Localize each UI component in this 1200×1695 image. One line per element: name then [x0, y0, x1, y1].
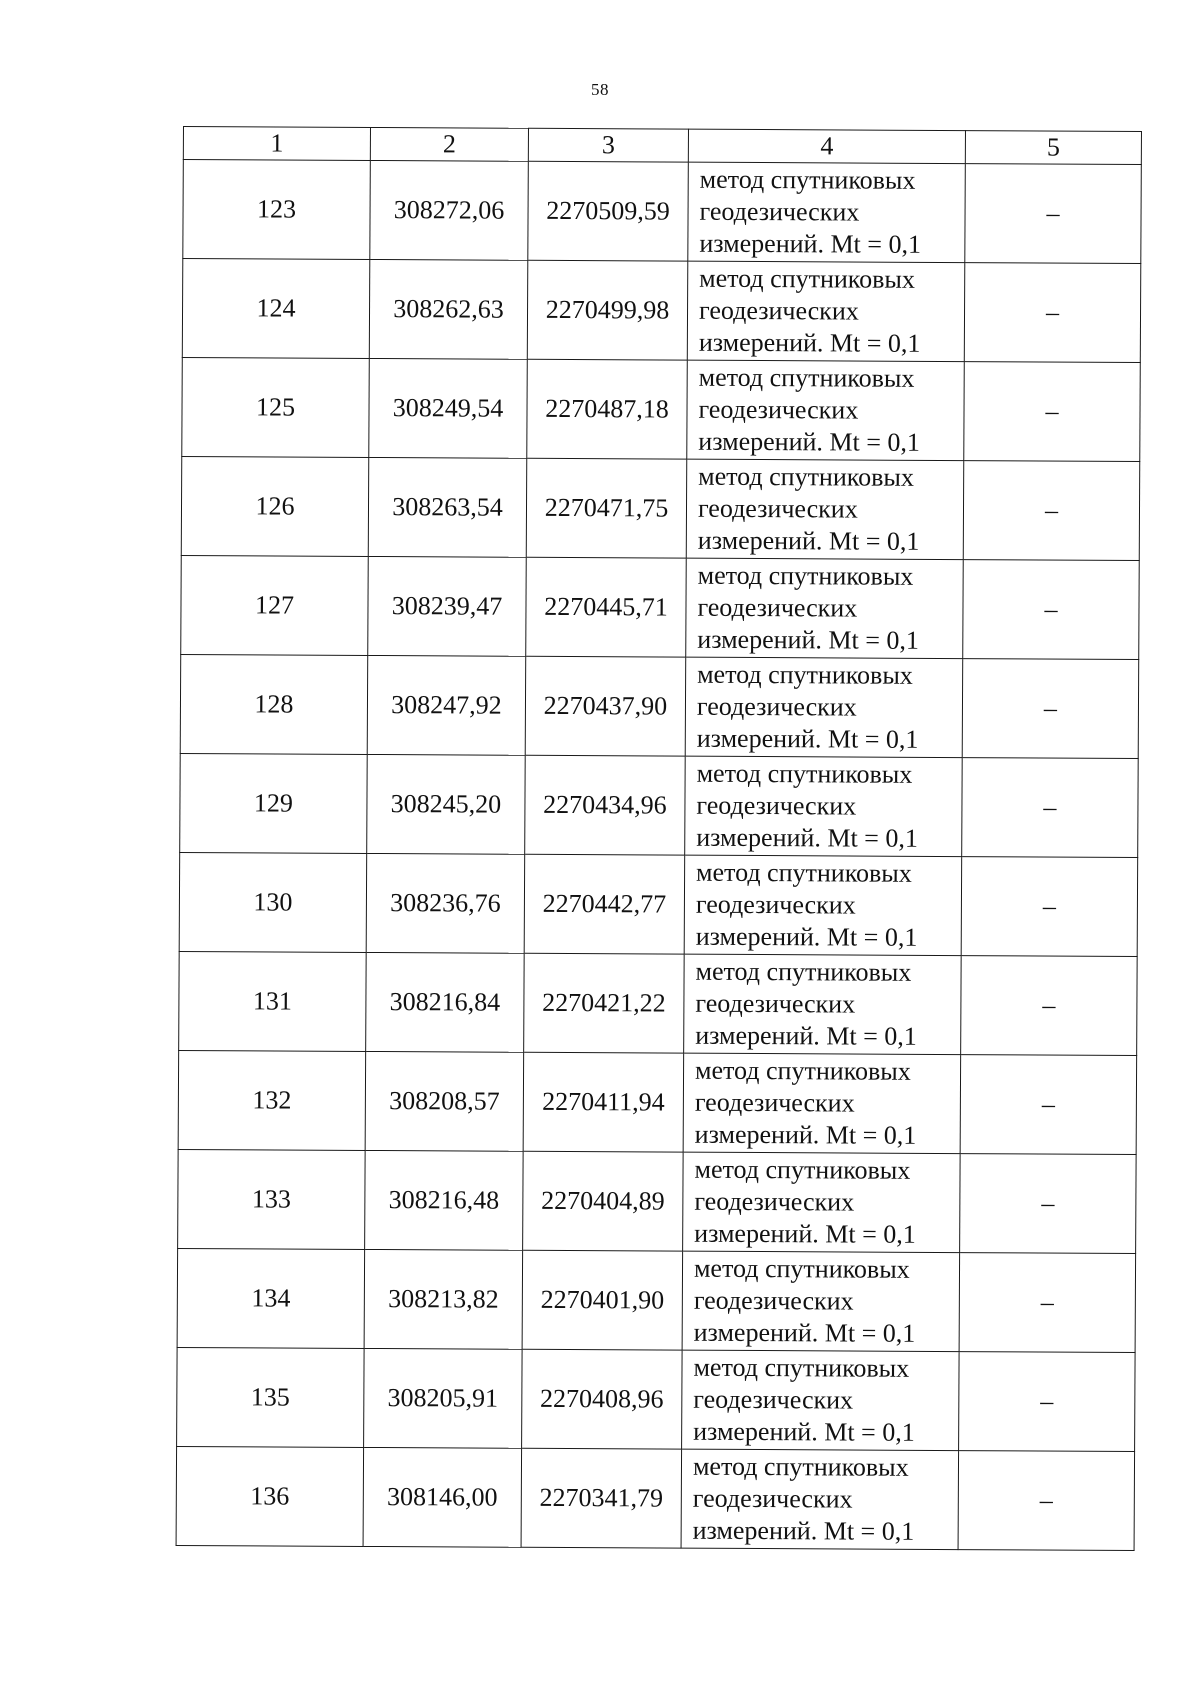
x-coordinate-cell: 308272,06	[370, 160, 529, 260]
y-coordinate-cell: 2270421,22	[524, 953, 685, 1053]
x-coordinate-cell: 308208,57	[365, 1051, 524, 1151]
method-line: метод спутниковых	[696, 758, 913, 789]
method-line: метод спутниковых	[693, 1352, 910, 1383]
method-line: геодезических	[692, 1483, 853, 1514]
method-cell	[685, 657, 963, 757]
method-line: метод спутниковых	[697, 659, 913, 690]
x-coordinate-cell: 308245,20	[367, 754, 526, 854]
y-coordinate-cell: 2270341,79	[521, 1448, 682, 1548]
method-cell	[683, 1053, 961, 1153]
table-row	[183, 160, 1142, 264]
method-line: геодезических	[696, 691, 857, 722]
method-line: метод спутниковых	[698, 362, 915, 393]
point-number-cell: 131	[179, 951, 367, 1051]
method-cell	[688, 162, 966, 262]
y-coordinate-cell: 2270445,71	[526, 557, 687, 657]
method-cell	[684, 855, 962, 955]
method-line: измерений. Mt = 0,1	[699, 228, 922, 259]
point-number-cell: 126	[181, 456, 369, 556]
method-line: измерений. Mt = 0,1	[693, 1317, 916, 1348]
page-number: 58	[591, 80, 609, 99]
y-coordinate-cell: 2270401,90	[522, 1250, 683, 1350]
method-line: геодезических	[693, 1384, 854, 1415]
x-coordinate-cell: 308216,84	[366, 952, 525, 1052]
point-number-cell: 132	[178, 1050, 366, 1150]
y-coordinate-cell: 2270509,59	[528, 161, 689, 261]
method-cell	[682, 1350, 960, 1450]
method-line: метод спутниковых	[694, 1154, 911, 1185]
x-coordinate-cell: 308263,54	[368, 457, 527, 557]
method-cell	[686, 558, 964, 658]
x-coordinate-cell: 308213,82	[364, 1249, 523, 1349]
method-cell	[687, 261, 965, 361]
point-number-cell: 127	[181, 555, 369, 655]
x-coordinate-cell: 308249,54	[369, 358, 528, 458]
x-coordinate-cell: 308216,48	[365, 1150, 524, 1250]
method-cell	[682, 1251, 960, 1351]
table-row	[178, 1149, 1137, 1253]
x-coordinate-cell: 308205,91	[364, 1348, 523, 1448]
point-number-cell: 134	[177, 1248, 365, 1348]
method-line: измерений. Mt = 0,1	[695, 1020, 917, 1051]
x-coordinate-cell: 308262,63	[369, 259, 528, 359]
table-row	[180, 654, 1139, 758]
point-number-cell: 135	[177, 1347, 365, 1447]
method-line: метод спутниковых	[698, 461, 914, 492]
header-col-5: 5	[965, 131, 1141, 165]
table-row	[182, 259, 1141, 363]
point-number-cell: 128	[180, 654, 368, 754]
table-row	[181, 456, 1140, 560]
method-line: метод спутниковых	[696, 857, 912, 888]
point-number-cell: 130	[179, 852, 367, 952]
header-col-4: 4	[688, 129, 965, 163]
header-col-3: 3	[528, 128, 688, 162]
note-cell: –	[959, 1352, 1136, 1452]
method-line: геодезических	[693, 1285, 854, 1316]
method-line: измерений. Mt = 0,1	[697, 624, 920, 655]
method-line: метод спутниковых	[699, 164, 916, 195]
method-cell	[687, 360, 965, 460]
x-coordinate-cell: 308239,47	[368, 556, 527, 656]
note-cell: –	[963, 461, 1140, 561]
y-coordinate-cell: 2270442,77	[524, 854, 685, 954]
table-row	[177, 1347, 1136, 1451]
point-number-cell: 125	[182, 357, 370, 457]
header-col-2: 2	[370, 127, 528, 161]
method-cell	[681, 1449, 959, 1549]
table-row	[180, 753, 1139, 857]
note-cell: –	[964, 362, 1141, 462]
y-coordinate-cell: 2270411,94	[523, 1052, 684, 1152]
method-line: геодезических	[694, 1087, 855, 1118]
method-line: измерений. Mt = 0,1	[692, 1515, 915, 1546]
table-row	[178, 1050, 1137, 1154]
method-line: метод спутниковых	[699, 263, 915, 294]
note-cell: –	[958, 1451, 1135, 1551]
method-line: измерений. Mt = 0,1	[696, 822, 918, 853]
method-line: измерений. Mt = 0,1	[693, 1416, 915, 1447]
note-cell: –	[965, 164, 1142, 264]
method-line: метод спутниковых	[694, 1055, 911, 1086]
point-number-cell: 124	[182, 259, 370, 359]
point-number-cell: 129	[180, 753, 368, 853]
method-line: метод спутниковых	[692, 1451, 909, 1482]
table-row	[179, 951, 1138, 1055]
table-row	[177, 1248, 1136, 1352]
method-line: геодезических	[696, 790, 857, 821]
method-line: метод спутниковых	[695, 956, 912, 987]
coordinates-table	[176, 126, 1142, 1551]
note-cell: –	[964, 263, 1141, 363]
method-line: геодезических	[695, 988, 856, 1019]
x-coordinate-cell: 308236,76	[366, 853, 525, 953]
method-line: измерений. Mt = 0,1	[698, 426, 921, 457]
method-line: измерений. Mt = 0,1	[695, 921, 918, 952]
y-coordinate-cell: 2270437,90	[525, 656, 686, 756]
method-line: геодезических	[694, 1186, 855, 1217]
note-cell: –	[961, 857, 1138, 957]
table-header	[183, 127, 1141, 165]
note-cell: –	[962, 659, 1139, 759]
method-line: геодезических	[697, 493, 858, 524]
y-coordinate-cell: 2270404,89	[523, 1151, 684, 1251]
method-line: измерений. Mt = 0,1	[697, 525, 920, 556]
note-cell: –	[960, 1154, 1137, 1254]
method-line: геодезических	[697, 592, 858, 623]
method-line: метод спутниковых	[697, 560, 914, 591]
method-line: геодезических	[698, 295, 859, 326]
point-number-cell: 123	[183, 160, 371, 260]
method-line: геодезических	[699, 196, 860, 227]
y-coordinate-cell: 2270499,98	[527, 260, 688, 360]
method-cell	[683, 1152, 961, 1252]
y-coordinate-cell: 2270408,96	[522, 1349, 683, 1449]
y-coordinate-cell: 2270471,75	[526, 458, 687, 558]
table-row	[181, 555, 1140, 659]
y-coordinate-cell: 2270434,96	[525, 755, 686, 855]
note-cell: –	[961, 956, 1138, 1056]
method-cell	[686, 459, 964, 559]
table-row	[176, 1446, 1135, 1550]
point-number-cell: 133	[178, 1149, 366, 1249]
method-line: геодезических	[695, 889, 856, 920]
method-line: измерений. Mt = 0,1	[696, 723, 919, 754]
table-row	[179, 852, 1138, 956]
method-line: измерений. Mt = 0,1	[698, 327, 921, 358]
note-cell: –	[960, 1055, 1137, 1155]
method-cell	[684, 954, 962, 1054]
method-cell	[685, 756, 963, 856]
point-number-cell: 136	[176, 1446, 364, 1546]
table-row	[182, 357, 1141, 461]
header-row	[183, 127, 1141, 165]
header-col-1: 1	[183, 127, 370, 161]
y-coordinate-cell: 2270487,18	[527, 359, 688, 459]
note-cell: –	[963, 560, 1140, 660]
x-coordinate-cell: 308146,00	[363, 1447, 522, 1547]
method-line: измерений. Mt = 0,1	[694, 1119, 917, 1150]
method-line: метод спутниковых	[693, 1253, 910, 1284]
table-body	[176, 160, 1141, 1551]
method-line: геодезических	[698, 394, 859, 425]
x-coordinate-cell: 308247,92	[367, 655, 526, 755]
note-cell: –	[959, 1253, 1136, 1353]
note-cell: –	[962, 758, 1139, 858]
method-line: измерений. Mt = 0,1	[694, 1218, 916, 1249]
